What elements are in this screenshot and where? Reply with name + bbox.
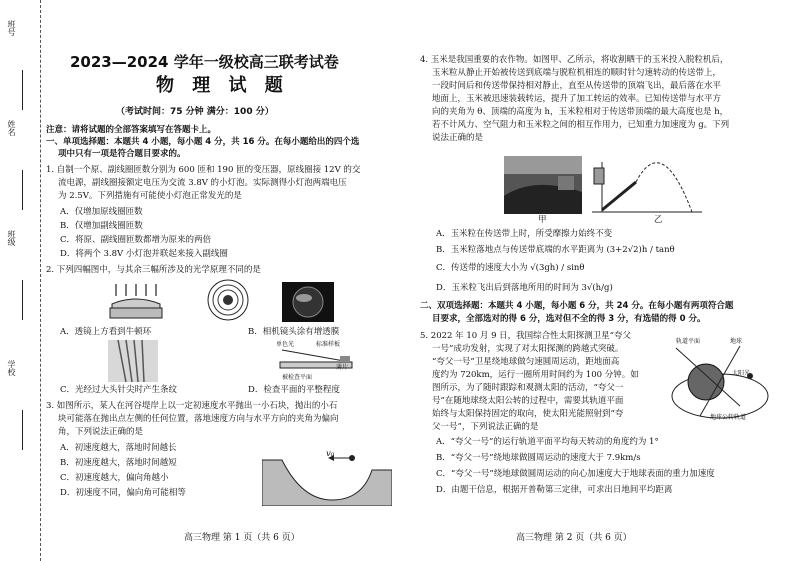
- section-1-heading: 一、单项选择题：本题共 4 小题，每小题 4 分，共 16 分。在每小题给出的四个选: [46, 137, 360, 147]
- q4-option-c: C．传送带的速度大小为 √(3gh) / sinθ: [436, 263, 585, 273]
- question-5-text: 号”在随地球绕太阳公转的过程中，需要其轨道平面: [432, 396, 624, 406]
- gutter-label-seat: 班号: [7, 20, 16, 36]
- q1-option-d: D．将两个 3.8V 小灯泡并联起来接入副线圈: [60, 249, 228, 259]
- question-4-text: 若不计风力、空气阻力和玉米粒之间的相互作用力，已知重力加速度为 g。下列: [432, 120, 730, 130]
- q3-option-a: A．初速度越大，落地时间越长: [60, 443, 177, 453]
- fig-label-light: 单色光: [276, 341, 295, 348]
- binding-gutter: [0, 0, 41, 561]
- gutter-label-name: 姓名: [7, 120, 16, 136]
- question-5-text: 始终与太阳保持固定的取向，使太阳光能照射到“夸: [432, 409, 624, 419]
- gutter-line: [22, 280, 24, 320]
- question-3-text: 角，下列说法正确的是: [58, 427, 144, 437]
- q2-option-c: C．光经过大头针尖时产生条纹: [60, 385, 178, 395]
- gutter-label-class: 班级: [7, 230, 16, 246]
- v0-label: v₀: [326, 449, 335, 459]
- q3-option-d: D．初速度不同，偏向角可能相等: [60, 488, 186, 498]
- conveyor-belt-diagram: [592, 152, 702, 216]
- section-1-heading: 项中只有一项是符合题目要求的。: [58, 149, 186, 159]
- question-1-text: 1. 自制一个原、副线圈匝数分别为 600 匝和 190 匝的变压器，原线圈接 12V 的交: [46, 165, 361, 175]
- question-5-text: 一号”成功发射，实现了对太阳探测的跨越式突破。: [432, 344, 624, 354]
- q4-option-d: D．玉米粒飞出后到落地所用的时间为 3√(h/g): [436, 283, 613, 293]
- q4-option-b: B．玉米粒落地点与传送带底端的水平距离为 (3+2√2)h / tanθ: [436, 245, 675, 255]
- gutter-line: [22, 170, 24, 210]
- question-5-text: 5. 2022 年 10 月 9 日，我国综合性太阳探测卫星“夸父: [420, 331, 632, 341]
- diffraction-figure: [108, 340, 158, 382]
- q2-option-a: A．透镜上方看到牛顿环: [60, 327, 152, 337]
- question-4-text: 向的夹角为 θ、顶端的高度为 h，玉米粒相对于传送带顶端的最大高度也是 h，: [432, 107, 729, 117]
- section-2-heading: 目要求，全部选对的得 6 分，选对但不全的得 3 分，有选错的得 0 分。: [432, 314, 706, 324]
- fig-label-orbit-plane: 轨道平面: [676, 338, 701, 345]
- question-4-text: 一段时间后和传送带保持相对静止，直至从传送带的顶端飞出，最后落在水平: [432, 81, 722, 91]
- fig-label-surface: 被检查平面: [282, 374, 313, 381]
- q5-option-a: A．“夸父一号”的运行轨道平面平均每天转动的角度约为 1°: [436, 437, 659, 447]
- q4-option-a: A．玉米粒在传送带上时，所受摩擦力始终不变: [436, 229, 613, 239]
- figure-label-jia: 甲: [538, 215, 547, 225]
- question-1-text: 为 2.5V。下列措施有可能使小灯泡正常发光的是: [58, 191, 242, 201]
- q5-option-c: C．“夸父一号”绕地球做圆周运动的向心加速度大于地球表面的重力加速度: [436, 469, 715, 479]
- question-4-text: 地面上，玉米被迅速装载转运，提升了加工转运的效率。已知传送带与水平方: [432, 94, 722, 104]
- q1-option-a: A．仅增加原线圈匝数: [60, 207, 143, 217]
- exam-info: （考试时间：75 分钟 满分：100 分）: [116, 107, 274, 117]
- fig-label-earth: 地球: [730, 338, 743, 345]
- question-5-text: 父一号”，下列说法正确的是: [432, 422, 539, 432]
- fig-label-shim: 薄片: [336, 364, 349, 371]
- question-2-text: 2. 下列四幅图中，与其余三幅所涉及的光学原理不同的是: [46, 265, 261, 275]
- gutter-label-school: 学校: [7, 360, 16, 376]
- fig-label-standard: 标准样板: [316, 341, 341, 348]
- subject-title: 物 理 试 题: [156, 75, 289, 96]
- q1-option-c: C．将原、副线圈匝数都增为原来的两倍: [60, 235, 212, 245]
- question-5-text: 图所示，为了随时跟踪和观测太阳的活动，“夸父一: [432, 383, 624, 393]
- camera-lens-figure: [282, 282, 334, 322]
- question-3-text: 块可能落在抛出点左侧的任何位置，落地速度方向与水平方向的夹角为偏向: [58, 414, 339, 424]
- question-5-text: 度约为 720km，运行一圈所用时间约为 100 分钟。如: [432, 370, 639, 380]
- newton-rings-figure: [108, 282, 164, 322]
- q1-option-b: B．仅增加副线圈匝数: [60, 221, 143, 231]
- question-4-text: 玉米粒从静止开始被传送到底端与脱粒机相连的顺时针匀速转动的传送带上，: [432, 68, 722, 78]
- exam-title: 2023—2024 学年一级校高三联考试卷: [70, 53, 339, 71]
- figure-label-yi: 乙: [654, 215, 663, 225]
- question-3-text: 3. 如图所示，某人在河谷堤岸上以一定初速度水平抛出一小石块，抛出的小石: [46, 401, 338, 411]
- section-2-heading: 二、双项选择题：本题共 4 小题，每小题 6 分，共 24 分。在每小题有两项符合题: [420, 301, 734, 311]
- q3-option-c: C．初速度越大，偏向角越小: [60, 473, 169, 483]
- q3-option-b: B．初速度越大，落地时间越短: [60, 458, 177, 468]
- gutter-line: [22, 410, 24, 450]
- q5-option-b: B．“夸父一号”绕地球做圆周运动的速度大于 7.9km/s: [436, 453, 641, 463]
- question-4-text: 4. 玉米是我国重要的农作物。如图甲、乙所示，将收割晒干的玉米投入脱粒机后，: [420, 55, 729, 65]
- page-1-footer: 高三物理 第 1 页（共 6 页）: [184, 533, 300, 543]
- gutter-line: [22, 70, 24, 110]
- fig-label-sunlight: 太阳光: [732, 370, 751, 377]
- q2-option-d: D．检查平面的平整程度: [248, 385, 340, 395]
- q5-option-d: D．由题干信息，根据开普勒第三定律，可求出日地间平均距离: [436, 485, 673, 495]
- question-4-text: 说法正确的是: [432, 133, 484, 143]
- question-1-text: 流电源，副线圈接额定电压为交流 3.8V 的小灯泡。实际测得小灯泡两端电压: [58, 178, 347, 188]
- question-5-text: “夸父一号”卫星绕地球做匀速圆周运动，距地面高: [432, 357, 620, 367]
- q2-option-b: B．相机镜头涂有增透膜: [248, 327, 340, 337]
- page-2-footer: 高三物理 第 2 页（共 6 页）: [516, 533, 632, 543]
- corn-harvester-photo: [504, 156, 582, 214]
- lens-coating-figure: [206, 278, 250, 322]
- fig-label-earth-orbit: 地球公转轨道: [710, 414, 747, 421]
- exam-note: 注意：请将试题的全部答案填写在答题卡上。: [46, 125, 217, 135]
